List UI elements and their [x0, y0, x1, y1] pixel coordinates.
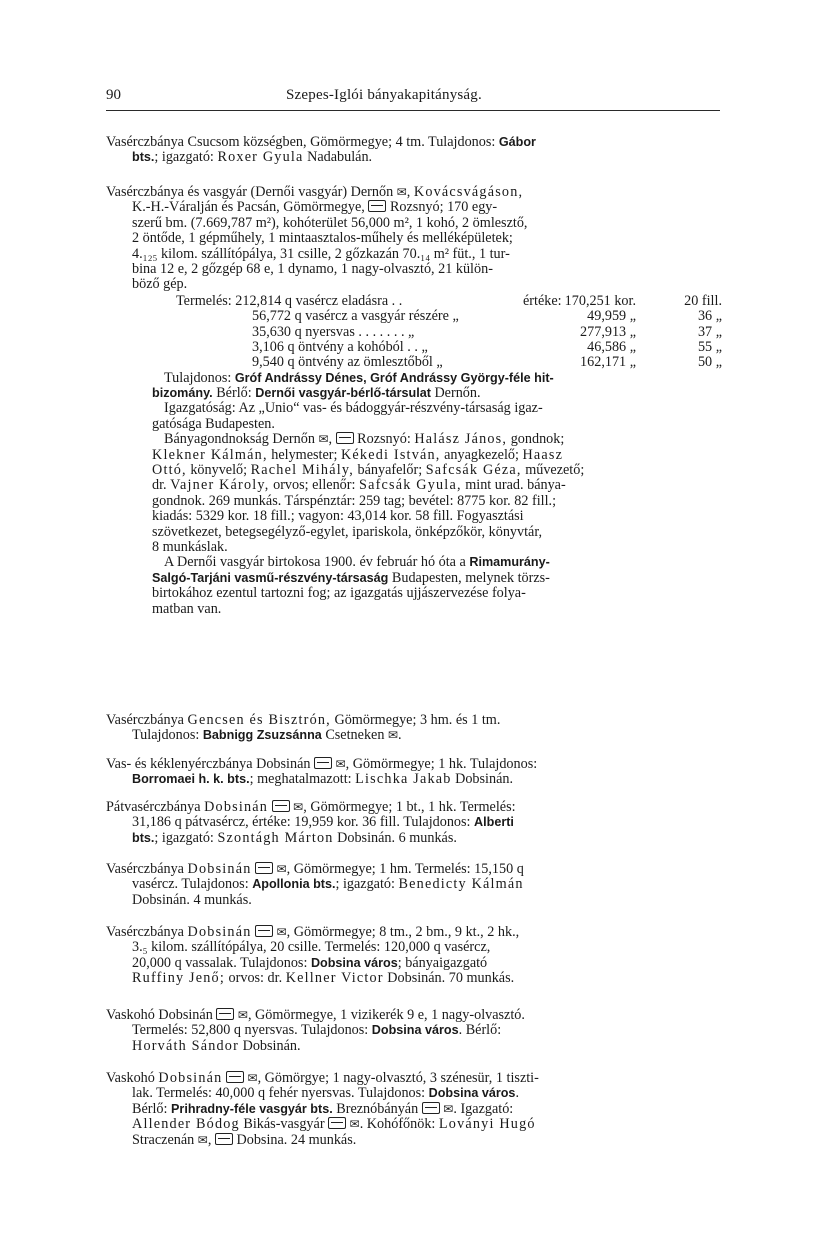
text-line [106, 571, 728, 586]
text-run: , [406, 184, 414, 200]
text-run: , Gömörmegye; 1 bt., 1 hk. Termelés: [303, 799, 516, 815]
text-run: anyagkezelő; [440, 446, 523, 463]
production-label: Termelés: 212,814 q vasércz eladásra . . [176, 292, 403, 309]
production-value-label: értéke: [523, 292, 562, 309]
entry-patvasercz [106, 800, 728, 846]
bold-name: Dernői vasgyár-bérlő-társulat [255, 386, 431, 401]
text-run: Vasérczbánya és vasgyár (Dernői vasgyár) Dernőn [106, 184, 397, 200]
text-run: K.-H.-Váralján és Pacsán, Gömörmegye, [132, 199, 369, 216]
bold-name: Alberti [474, 815, 514, 830]
text-run: matban van. [152, 600, 222, 617]
bold-name: Salgó-Tarjáni vasmű-részvény-társaság [152, 570, 389, 585]
text-run: művezető; [521, 462, 585, 479]
text-run: ; bányaigazgató [397, 954, 488, 971]
spaced-name: Haasz [522, 446, 564, 463]
text-run: , Gömörmegye; 8 tm., 2 bm., 9 kt., 2 hk., [286, 924, 520, 940]
mine-icon [255, 925, 273, 937]
production-label: 3,106 q öntvény a kohóból . . „ [252, 338, 428, 355]
text-run: szerű bm. (7.669,787 m²), kohóterület 56,000 m², 1 kohó, 2 ömlesztő, [132, 214, 528, 231]
text-run: Dobsinán. [451, 771, 514, 788]
text-run: . [515, 1085, 519, 1102]
text-run: . Bérlő: [458, 1022, 502, 1039]
text-line [106, 432, 728, 447]
text-line [106, 772, 728, 787]
post-icon: ✉ [276, 862, 287, 876]
text-run: Dobsinán. [239, 1037, 301, 1054]
spaced-name: Loványi Hugó [438, 1116, 536, 1133]
text-line [106, 1117, 728, 1132]
text-line [106, 971, 728, 986]
text-run: Vas- és kéklenyérczbánya Dobsinán [106, 756, 315, 772]
text-run: orvos; ellenőr: [269, 477, 359, 494]
text-line [106, 862, 728, 877]
production-row [106, 309, 728, 324]
text-line [106, 185, 728, 200]
spaced-name: Kovácsvágáson, [413, 184, 524, 200]
production-fill: 36 „ [697, 308, 722, 325]
text-line [106, 1086, 728, 1101]
text-line [106, 757, 728, 772]
production-row [106, 294, 728, 309]
text-line [106, 1023, 728, 1038]
text-line [106, 1102, 728, 1117]
page-number: 90 [106, 87, 121, 103]
production-fill: 55 „ [697, 338, 722, 355]
text-run: Dobsinán. 6 munkás. [333, 829, 457, 846]
text-line [106, 925, 728, 940]
text-run: Vasérczbánya [106, 712, 188, 728]
text-run: lak. Termelés: 40,000 q fehér nyersvas. Tulajdonos: [132, 1085, 429, 1102]
bold-name: Apollonia bts. [252, 877, 336, 892]
post-icon: ✉ [276, 925, 287, 939]
text-line [106, 540, 728, 555]
post-icon: ✉ [237, 1008, 248, 1022]
mine-icon [216, 1008, 234, 1020]
spaced-name: Dobsinán [187, 861, 252, 877]
production-table [106, 294, 728, 371]
text-run: Vasérczbánya [106, 924, 188, 940]
spaced-name: Halász János, [414, 431, 508, 448]
text-line [106, 262, 728, 277]
text-run: 3.₅ kilom. szállítópálya, 20 csille. Termelés: 120,000 q vasércz, [132, 939, 491, 956]
text-run: Rozsnyó: [353, 431, 415, 448]
mine-icon [368, 200, 386, 212]
text-line [106, 401, 728, 416]
production-value: 49,959 „ [587, 308, 636, 325]
text-line [106, 135, 728, 150]
mine-icon [336, 432, 354, 444]
text-line [106, 1039, 728, 1054]
post-icon: ✉ [443, 1101, 454, 1116]
text-run: Dobsinán. 4 munkás. [132, 891, 252, 908]
bold-name: Dobsina város [310, 955, 398, 970]
production-value: 170,251 kor. [564, 292, 636, 309]
text-run: kiadás: 5329 kor. 18 fill.; vagyon: 43,014 kor. 58 fill. Fogyasztási [152, 508, 524, 525]
spaced-name: Dobsinán [187, 924, 252, 940]
running-title: Szepes-Iglói bányakapitányság. [286, 87, 482, 103]
mine-icon [314, 757, 332, 769]
text-run: Tulajdonos: [164, 369, 235, 386]
text-run: Termelés: 52,800 q nyersvas. Tulajdonos: [132, 1022, 372, 1039]
text-line [106, 494, 728, 509]
entry-vaskoho-1 [106, 1008, 728, 1054]
text-run: Dernőn. [430, 385, 481, 402]
post-icon: ✉ [349, 1117, 360, 1132]
production-label: 9,540 q öntvény az ömlesztőből „ [252, 354, 443, 371]
text-run: ; igazgató: [154, 829, 218, 846]
spaced-name: Ottó, [152, 462, 187, 479]
post-icon: ✉ [387, 728, 399, 743]
post-icon: ✉ [247, 1071, 258, 1085]
production-fill: 20 fill. [684, 292, 722, 309]
text-run: Bikás-vasgyár [239, 1116, 329, 1133]
production-row [106, 325, 728, 340]
bold-name: bizomány. [152, 386, 213, 401]
text-line [106, 877, 728, 892]
spaced-name: Allender Bódog [132, 1116, 240, 1133]
text-run: bányafelőr; [353, 462, 426, 479]
text-line [106, 448, 728, 463]
text-run: Csetneken [321, 727, 388, 744]
spaced-name: Roxer Gyula [217, 149, 304, 166]
spaced-name: Vajner Károly, [170, 477, 270, 494]
mine-icon [255, 862, 273, 874]
text-line [106, 940, 728, 955]
bold-name: Gábor [498, 135, 536, 149]
text-run: helymester; [267, 446, 341, 463]
text-line [106, 956, 728, 971]
text-run: Gömörmegye; 3 hm. és 1 tm. [330, 712, 501, 728]
spaced-name: Lischka Jakab [355, 771, 452, 788]
text-run: , Gömörmegye; 1 hm. Termelés: 15,150 q [286, 861, 524, 877]
text-line [106, 728, 728, 743]
text-line [106, 200, 728, 215]
text-run: Rozsnyó; 170 egy- [386, 199, 498, 216]
text-line [106, 525, 728, 540]
text-run: Bérlő: [212, 385, 256, 402]
text-run: Dobsinán. 70 munkás. [383, 970, 515, 987]
text-line [106, 150, 728, 165]
text-run: Tulajdonos: [132, 727, 203, 744]
text-run: . Kohófőnök: [359, 1116, 439, 1133]
text-line [106, 602, 728, 617]
mine-icon [226, 1071, 244, 1083]
text-run: gondnok. 269 munkás. Társpénztár: 259 tag; bevétel: 8775 kor. 82 fill.; [152, 492, 557, 509]
text-run: Breznóbányán [332, 1100, 422, 1117]
spaced-name: Rachel Mihály, [250, 462, 354, 479]
text-run: 31,186 q pátvasércz, értéke: 19,959 kor. 36 fill. Tulajdonos: [132, 814, 475, 831]
text-run: ; igazgató: [154, 149, 218, 166]
post-icon: ✉ [197, 1132, 208, 1147]
text-run: könyvelő; [186, 462, 251, 479]
text-run: mint urad. bánya- [461, 477, 566, 494]
post-icon: ✉ [335, 757, 346, 771]
bold-name: bts. [132, 150, 155, 165]
text-line [106, 831, 728, 846]
spaced-name: Gencsen és Bisztrón, [187, 712, 331, 728]
text-line [106, 800, 728, 815]
text-run: ; meghatalmazott: [249, 771, 356, 788]
text-line [106, 371, 728, 386]
entry-keklenyercz [106, 757, 728, 788]
text-line [106, 713, 728, 728]
text-line [106, 417, 728, 432]
spaced-name: Dobsinán [204, 799, 269, 815]
text-line [106, 1008, 728, 1023]
text-line [106, 216, 728, 231]
post-icon: ✉ [396, 185, 407, 199]
production-row [106, 355, 728, 370]
text-line [106, 1071, 728, 1086]
entry-apollonia [106, 862, 728, 908]
mine-icon [328, 1117, 346, 1129]
text-run: Dobsina. 24 munkás. [232, 1131, 357, 1148]
bold-name: Babnigg Zsuzsánna [202, 728, 322, 743]
production-row [106, 340, 728, 355]
text-run: orvos: dr. [224, 970, 286, 987]
text-run: Igazgatóság: Az „Unio“ vas- és bádoggyár-részvény-társaság igaz- [164, 400, 543, 417]
production-fill: 50 „ [697, 354, 722, 371]
spaced-name: Safcsák Gyula, [359, 477, 462, 494]
text-run: , Gömörmegye; 1 hk. Tulajdonos: [345, 756, 538, 772]
text-line [106, 247, 728, 262]
entry-vaskoho-2 [106, 1071, 728, 1148]
bold-name: Gróf Andrássy Dénes, Gróf Andrássy György-féle hit- [234, 370, 554, 385]
text-run: Straczenán [132, 1131, 198, 1148]
text-run: bina 12 e, 2 gőzgép 68 e, 1 dynamo, 1 nagy-olvasztó, 21 külön- [132, 260, 493, 277]
post-icon: ✉ [318, 432, 329, 447]
text-line [106, 1133, 728, 1148]
spaced-name: Horváth Sándor [132, 1037, 240, 1054]
text-run: gondnok; [507, 431, 565, 448]
text-run: . [398, 727, 402, 744]
text-run: 20,000 q vassalak. Tulajdonos: [132, 954, 311, 971]
entry-gencsen [106, 713, 728, 744]
bold-name: Prihradny-féle vasgyár bts. [171, 1101, 333, 1116]
spaced-name: Szontágh Márton [217, 829, 334, 846]
bold-name: Borromaei h. k. bts. [132, 772, 250, 787]
text-run: szövetkezet, betegsegélyző-egylet, ipariskola, önképzőkör, könyvtár, [152, 523, 543, 540]
text-run: , Gömörgye; 1 nagy-olvasztó, 3 szénesür, 1 tiszti- [257, 1070, 539, 1086]
text-run: Nadabulán. [303, 149, 373, 166]
mine-icon [272, 800, 290, 812]
text-line [106, 231, 728, 246]
text-run: Bérlő: [132, 1100, 172, 1117]
text-run: Vaskohó Dobsinán [106, 1007, 217, 1023]
entry-csucsom [106, 135, 728, 166]
text-run: ; igazgató: [335, 876, 399, 893]
page-header [106, 86, 720, 111]
text-run: , [207, 1131, 215, 1148]
text-run: Budapesten, melynek törzs- [388, 569, 550, 586]
post-icon: ✉ [293, 800, 304, 814]
text-line [106, 555, 728, 570]
text-line [106, 509, 728, 524]
text-line [106, 893, 728, 908]
text-run: birtokához ezentul tartozni fog; az igazgatás ujjászervezése folya- [152, 585, 526, 602]
production-label: 56,772 q vasércz a vasgyár részére „ [252, 308, 459, 325]
text-run: 2 öntőde, 1 gépműhely, 1 mintaasztalos-műhely és melléképületek; [132, 230, 513, 247]
spaced-name: Dobsinán [158, 1070, 223, 1086]
bold-name: Dobsina város [428, 1086, 516, 1101]
text-run: 8 munkáslak. [152, 538, 228, 555]
spaced-name: Kékedi István, [340, 446, 441, 463]
production-value: 162,171 „ [580, 354, 636, 371]
text-line [106, 478, 728, 493]
text-run: , Gömörmegye, 1 vizikerék 9 e, 1 nagy-olvasztó. [247, 1007, 525, 1023]
spaced-name: Klekner Kálmán, [152, 446, 268, 463]
spaced-name: Safcsák Géza, [425, 462, 522, 479]
text-run: dr. [152, 477, 171, 494]
text-line [106, 815, 728, 830]
text-run: . Igazgató: [453, 1100, 514, 1117]
text-run: gatósága Budapesten. [152, 415, 275, 432]
text-line [106, 586, 728, 601]
text-run: A Dernői vasgyár birtokosa 1900. év február hó óta a [164, 554, 470, 571]
entry-dobsina-varos [106, 925, 728, 987]
text-run: böző gép. [132, 276, 188, 293]
bold-name: bts. [132, 830, 155, 845]
production-value: 277,913 „ [580, 323, 636, 340]
mine-icon [422, 1102, 440, 1114]
production-label: 35,630 q nyersvas . . . . . . . „ [252, 323, 415, 340]
text-run: Pátvasérczbánya [106, 799, 205, 815]
mine-icon [215, 1133, 233, 1145]
text-line [106, 463, 728, 478]
text-run: , [328, 431, 336, 448]
production-value: 46,586 „ [587, 338, 636, 355]
text-run: Bányagondnokság Dernőn [164, 431, 319, 448]
spaced-name: Ruffiny Jenő; [132, 970, 225, 987]
text-line [106, 277, 728, 292]
text-run: Vasérczbánya Csucsom községben, Gömörmegye; 4 tm. Tulajdonos: [106, 134, 499, 150]
text-run: 4.₁₂₅ kilom. szállítópálya, 31 csille, 2 gőzkazán 70.₁₄ m² füt., 1 tur- [132, 245, 510, 262]
entry-dernoi [106, 185, 728, 617]
bold-name: Dobsina város [371, 1023, 459, 1038]
text-line [106, 386, 728, 401]
bold-name: Rimamurány- [469, 555, 550, 570]
text-run: Vasérczbánya [106, 861, 188, 877]
spaced-name: Benedicty Kálmán [398, 876, 524, 893]
spaced-name: Kellner Victor [285, 970, 384, 987]
text-run: Vaskohó [106, 1070, 159, 1086]
text-run: vasércz. Tulajdonos: [132, 876, 253, 893]
production-fill: 37 „ [697, 323, 722, 340]
